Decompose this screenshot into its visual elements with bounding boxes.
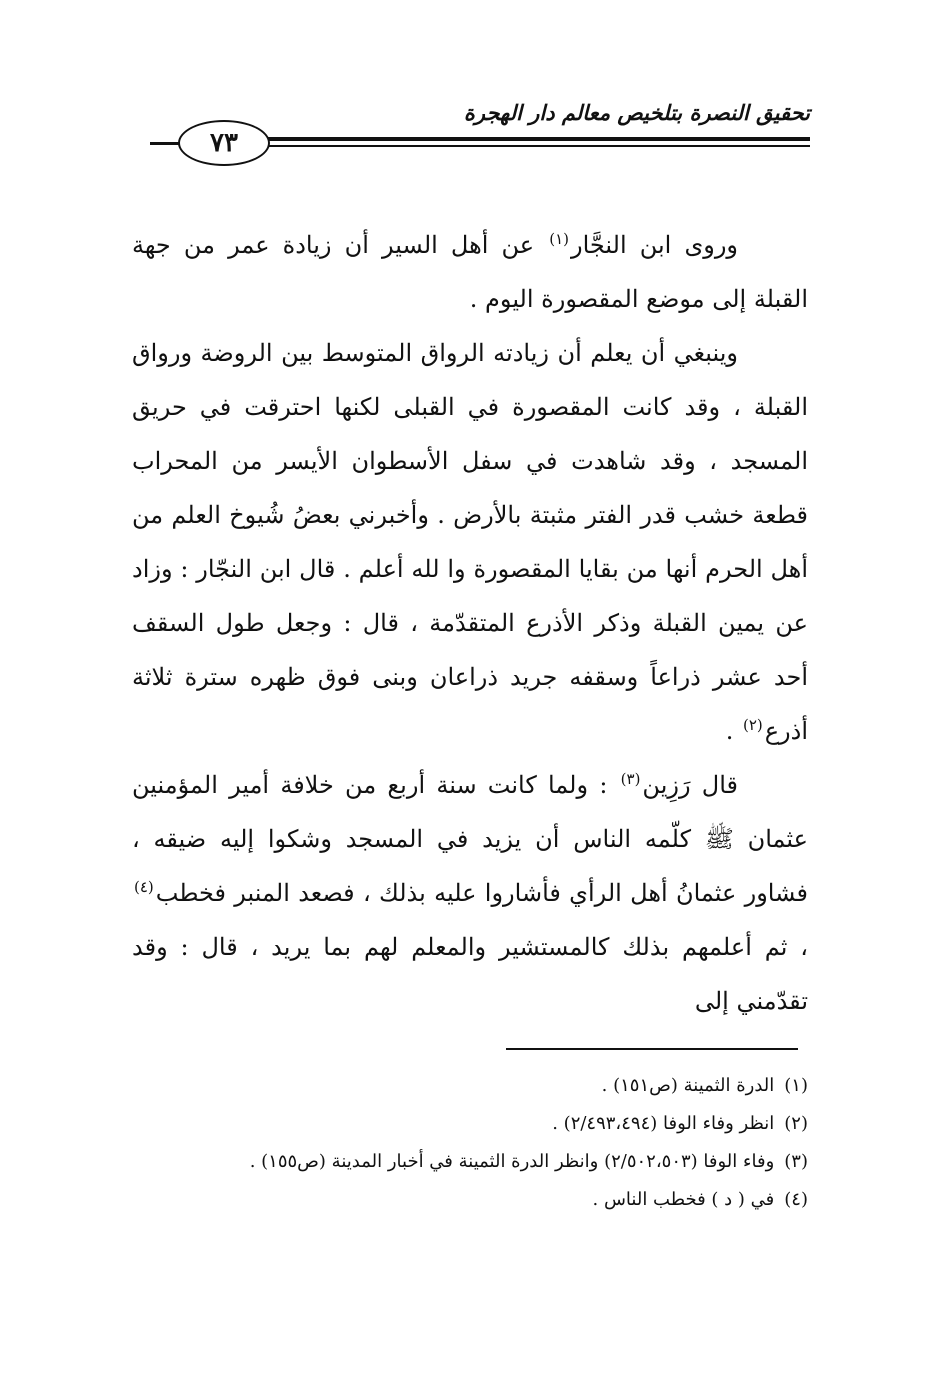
paragraph-3-text-c: ، ثم أعلمهم بذلك كالمستشير والمعلم لهم بما يريد ، قال : وقد تقدّمني إلى bbox=[132, 933, 808, 1015]
footnote-number: (١) bbox=[784, 1075, 808, 1096]
footnote-2 bbox=[128, 1106, 808, 1142]
paragraph-2 bbox=[132, 326, 808, 758]
footnote-number: (٣) bbox=[784, 1151, 808, 1172]
body-text bbox=[132, 218, 808, 1028]
footnotes bbox=[128, 1068, 808, 1220]
footnote-number: (٤) bbox=[784, 1189, 808, 1210]
footnote-4 bbox=[128, 1182, 808, 1218]
paragraph-2-text-b: . bbox=[725, 717, 741, 745]
footnote-1 bbox=[128, 1068, 808, 1104]
page-number: ٧٣ bbox=[178, 120, 270, 166]
footnote-3 bbox=[128, 1144, 808, 1180]
footnote-text: وفاء الوفا (٢/٥٠٢،٥٠٣) وانظر الدرة الثمينة في أخبار المدينة (ص١٥٥) . bbox=[249, 1151, 775, 1172]
footnote-ref-4: (٤) bbox=[134, 878, 154, 896]
footnote-ref-3: (٣) bbox=[620, 770, 641, 788]
paragraph-1-text-b: عن أهل السير أن زيادة عمر من جهة القبلة إلى موضع المقصورة اليوم . bbox=[132, 231, 808, 313]
footnote-text: الدرة الثمينة (ص١٥١) . bbox=[601, 1075, 775, 1096]
header-rule-thick bbox=[258, 137, 810, 141]
paragraph-1-text-a: وروى ابن النجَّار bbox=[571, 231, 739, 259]
running-title: تحقيق النصرة بتلخيص معالم دار الهجرة bbox=[463, 100, 810, 125]
footnote-ref-2: (٢) bbox=[742, 716, 763, 734]
paragraph-2-text-a: وينبغي أن يعلم أن زيادته الرواق المتوسط بين الروضة ورواق القبلة ، وقد كانت المقصورة في القبلى لكنها احترقت في حريق المسجد ، وقد شاهدت في سفل الأسطوان الأيسر من المحراب قطعة خشب قدر الفتر مثبتة بالأرض . وأخبرني بعضُ شُيوخ العلم من أهل الحرم أنها من بقايا المقصورة وا لله أعلم . قال ابن النجّار : وزاد عن يمين القبلة وذكر الأذرع المتقدّمة ، قال : وجعل طول السقف أحد عشر ذراعاً وسقفه جريد ذراعان وبنى فوق ظهره سترة ثلاثة أذرع bbox=[132, 339, 809, 745]
footnote-ref-1: (١) bbox=[549, 230, 570, 248]
footnote-number: (٢) bbox=[784, 1113, 808, 1134]
paragraph-3 bbox=[132, 758, 808, 1028]
header-rule-thin bbox=[258, 145, 810, 147]
footnote-text: انظر وفاء الوفا (٢/٤٩٣،٤٩٤) . bbox=[552, 1113, 775, 1134]
footnote-separator bbox=[506, 1048, 798, 1050]
paragraph-1 bbox=[132, 218, 808, 326]
paragraph-3-text-a: قال رَزِين bbox=[642, 771, 739, 799]
paragraph-3-text-b: : ولما كانت سنة أربع من خلافة أمير المؤمنين عثمان ﷺ كلّمه الناس أن يزيد في المسجد وشكوا إليه ضيقه ، فشاور عثمانُ أهل الرأي فأشاروا عليه بذلك ، فصعد المنبر فخطب bbox=[132, 771, 808, 907]
footnote-text: في ( د ) فخطب الناس . bbox=[592, 1189, 775, 1210]
